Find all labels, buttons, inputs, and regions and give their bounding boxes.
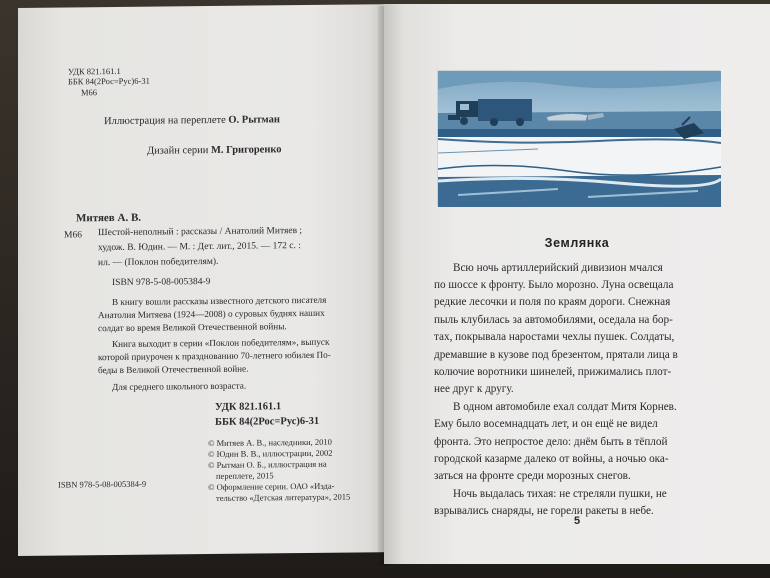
right-page-story: [384, 4, 770, 564]
copyright-line: © Оформление серии. ОАО «Изда-: [208, 480, 335, 493]
copyright-line: переплете, 2015: [216, 470, 274, 481]
story-line: Ему было восемнадцать лет, и он ещё не видел: [434, 418, 658, 430]
story-line: фронта. Это непростое дело: днём быть в тёплой: [434, 436, 668, 448]
udk-bottom: УДК 821.161.1: [215, 401, 282, 413]
series-design-credit: [147, 143, 282, 157]
story-line: пыль клубилась за автомобилями, оседала на бор-: [434, 314, 673, 326]
isbn-bottom: ISBN 978-5-08-005384-9: [58, 478, 147, 490]
story-line: взрывались снаряды, не горели ракеты в небе.: [434, 505, 654, 517]
cover-illustration-name: О. Рытман: [228, 114, 280, 126]
annotation-line: Для среднего школьного возраста.: [112, 380, 247, 393]
annotation-line: Анатолия Митяева (1924—2008) о суровых буднях наших: [98, 307, 325, 321]
cover-illustration-credit: [104, 113, 280, 128]
copyright-line: тельство «Детская литература», 2015: [216, 491, 351, 503]
bbk-top: ББК 84(2Рос=Рус)6-31: [68, 75, 150, 87]
author-heading: Митяев А. В.: [76, 211, 142, 225]
annotation-line: Книга выходит в серии «Поклон победителям», выпуск: [112, 336, 330, 350]
page-number: 5: [573, 515, 581, 527]
story-title: Землянка: [544, 236, 610, 250]
winter-convoy-illustration: [437, 70, 720, 206]
left-page-imprint: [18, 4, 384, 556]
story-line: городской казарме далеко от войны, а ночью ока-: [434, 453, 669, 465]
series-design-label: Дизайн серии: [147, 145, 209, 157]
annotation-line: В книгу вошли рассказы известного детского писателя: [112, 294, 327, 308]
catalog-line: худож. В. Юдин. — М. : Дет. лит., 2015. — 172 с. :: [98, 241, 301, 254]
story-line: Всю ночь артиллерийский дивизион мчался: [453, 262, 663, 274]
story-line: нее друг к другу.: [434, 383, 514, 395]
annotation-line: которой приурочен к празднованию 70-летнего юбилея По-: [98, 349, 331, 363]
isbn-catalog: ISBN 978-5-08-005384-9: [112, 276, 211, 289]
annotation-line: солдат во время Великой Отечественной войны.: [98, 321, 287, 334]
story-line: по шоссе к фронту. Было морозно. Луна освещала: [434, 279, 674, 291]
story-line: тах, покрывала наростами чехлы пушек. Солдаты,: [434, 331, 675, 343]
copyright-line: © Рытман О. Б., иллюстрация на: [208, 458, 327, 471]
story-line: В одном автомобиле ехал солдат Митя Корнев.: [453, 401, 677, 413]
cover-illustration-label: Иллюстрация на переплете: [104, 114, 226, 128]
udk-top: УДК 821.161.1: [68, 65, 121, 77]
catalog-code: М66: [64, 230, 82, 241]
catalog-line: ил. — (Поклон победителям).: [98, 256, 219, 269]
code-top: М66: [81, 87, 98, 98]
bbk-bottom: ББК 84(2Рос=Рус)6-31: [215, 415, 320, 428]
story-line: дремавшие в кузове под брезентом, прятали лица в: [434, 349, 678, 361]
story-line: редкие лесочки и поля по краям дороги. Снежная: [434, 296, 671, 308]
story-line: колючие воротники шинелей, прижимались плот-: [434, 366, 672, 378]
copyright-line: © Митяев А. В., наследники, 2010: [208, 436, 332, 449]
series-design-name: М. Григоренко: [211, 144, 282, 156]
story-line: Ночь выдалась тихая: не стреляли пушки, не: [453, 488, 667, 500]
illustration-drawing: [438, 71, 721, 207]
catalog-line: Шестой-неполный : рассказы / Анатолий Митяев ;: [98, 226, 303, 239]
annotation-line: беды в Великой Отечественной войне.: [98, 363, 249, 376]
story-line: заться на фронте среди морозных снегов.: [434, 470, 631, 482]
copyright-line: © Юдин В. В., иллюстрации, 2002: [208, 447, 333, 460]
